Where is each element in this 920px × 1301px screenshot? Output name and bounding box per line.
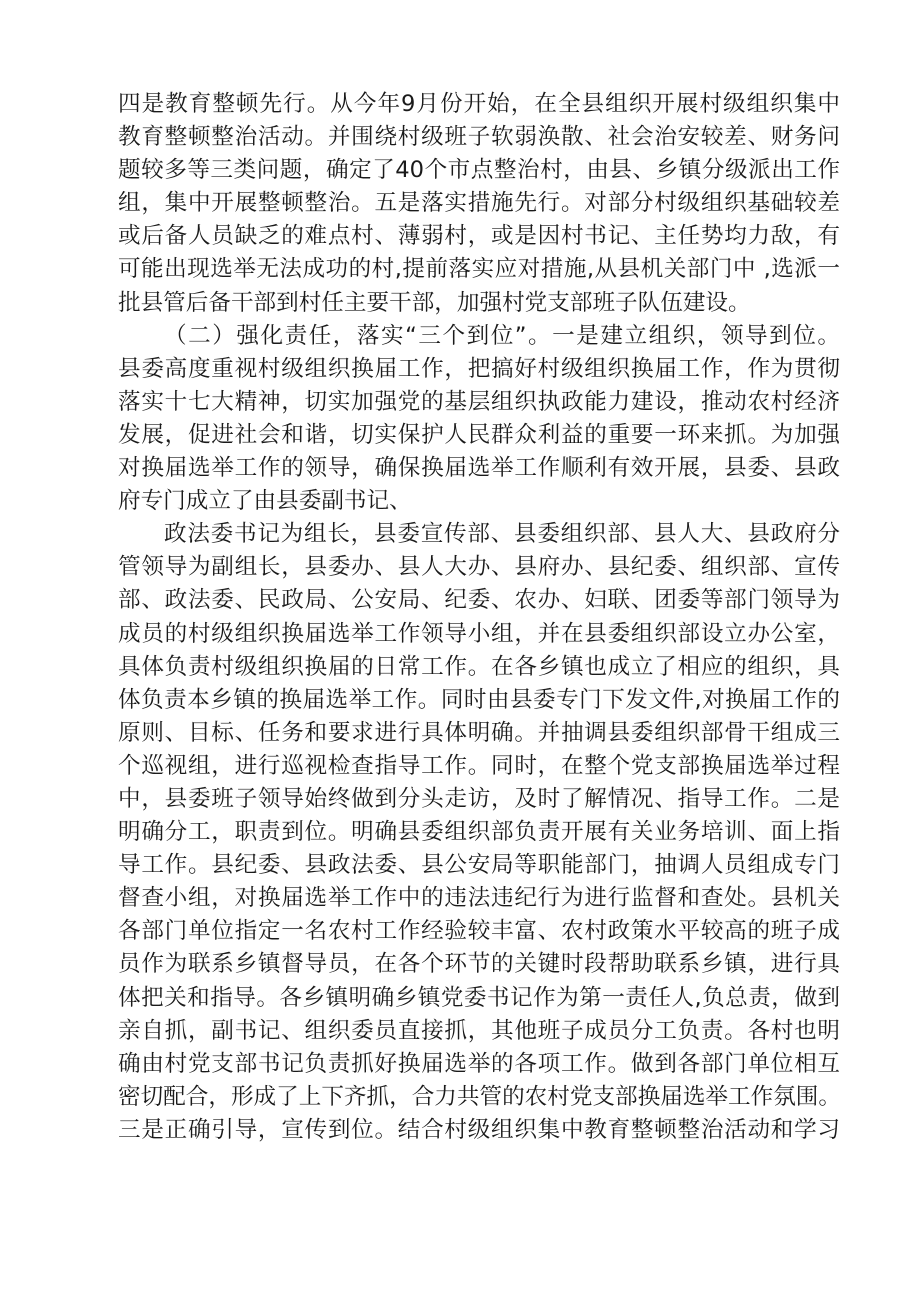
text-line: 题较多等三类问题，确定了40个市点整治村，由县、乡镇分级派出工作 (118, 157, 840, 184)
text-line: 成员的村级组织换届选举工作领导小组，并在县委组织部设立办公室， (118, 620, 840, 647)
text-line: 个巡视组，进行巡视检查指导工作。同时，在整个党支部换届选举过程 (118, 752, 840, 779)
text-line: 体把关和指导。各乡镇明确乡镇党委书记作为第一责任人,负总责，做到 (118, 984, 840, 1011)
text-line: 政法委书记为组长，县委宣传部、县委组织部、县人大、县政府分 (164, 521, 840, 548)
text-line: 批县管后备干部到村任主要干部，加强村党支部班子队伍建设。 (118, 289, 751, 316)
text-line: 管领导为副组长，县委办、县人大办、县府办、县纪委、组织部、宣传 (118, 554, 840, 581)
text-line: 县委高度重视村级组织换届工作，把搞好村级组织换届工作，作为贯彻 (118, 355, 840, 382)
text-line: 落实十七大精神，切实加强党的基层组织执政能力建设，推动农村经济 (118, 388, 840, 415)
text-line: 对换届选举工作的领导，确保换届选举工作顺利有效开展，县委、县政 (118, 455, 840, 482)
text-line: 具体负责村级组织换届的日常工作。在各乡镇也成立了相应的组织，具 (118, 653, 840, 680)
text-line: 亲自抓，副书记、组织委员直接抓，其他班子成员分工负责。各村也明 (118, 1017, 840, 1044)
text-line: 明确分工，职责到位。明确县委组织部负责开展有关业务培训、面上指 (118, 819, 840, 846)
text-line: 可能出现选举无法成功的村,提前落实应对措施,从县机关部门中 ,选派一 (118, 256, 840, 283)
text-line: 督查小组，对换届选举工作中的违法违纪行为进行监督和查处。县机关 (118, 885, 840, 912)
text-line: 部、政法委、民政局、公安局、纪委、农办、妇联、团委等部门领导为 (118, 587, 840, 614)
text-line: 员作为联系乡镇督导员，在各个环节的关键时段帮助联系乡镇，进行具 (118, 951, 840, 978)
text-line: 组，集中开展整顿整治。五是落实措施先行。对部分村级组织基础较差 (118, 190, 840, 217)
document-page (118, 88, 840, 1147)
text-line: 导工作。县纪委、县政法委、县公安局等职能部门，抽调人员组成专门 (118, 852, 840, 879)
text-line: 三是正确引导，宣传到位。结合村级组织集中教育整顿整治活动和学习 (118, 1116, 840, 1143)
text-line: 中，县委班子领导始终做到分头走访，及时了解情况、指导工作。二是 (118, 785, 840, 812)
text-line: 或后备人员缺乏的难点村、薄弱村，或是因村书记、主任势均力敌，有 (118, 223, 840, 250)
text-line: 教育整顿整治活动。并围绕村级班子软弱涣散、社会治安较差、财务问 (118, 124, 840, 151)
text-line: 确由村党支部书记负责抓好换届选举的各项工作。做到各部门单位相互 (118, 1050, 840, 1077)
text-line: 密切配合，形成了上下齐抓，合力共管的农村党支部换届选举工作氛围。 (118, 1083, 841, 1110)
text-line: 四是教育整顿先行。从今年9月份开始，在全县组织开展村级组织集中 (118, 91, 840, 117)
text-line: 体负责本乡镇的换届选举工作。同时由县委专门下发文件,对换届工作的 (118, 686, 840, 713)
text-line: 各部门单位指定一名农村工作经验较丰富、农村政策水平较高的班子成 (118, 918, 840, 945)
text-line: 原则、目标、任务和要求进行具体明确。并抽调县委组织部骨干组成三 (118, 719, 840, 746)
text-line: 发展，促进社会和谐，切实保护人民群众利益的重要一环来抓。为加强 (118, 421, 840, 448)
text-line: （二）强化责任，落实“三个到位”。一是建立组织，领导到位。 (164, 322, 840, 349)
text-line: 府专门成立了由县委副书记、 (118, 488, 412, 515)
